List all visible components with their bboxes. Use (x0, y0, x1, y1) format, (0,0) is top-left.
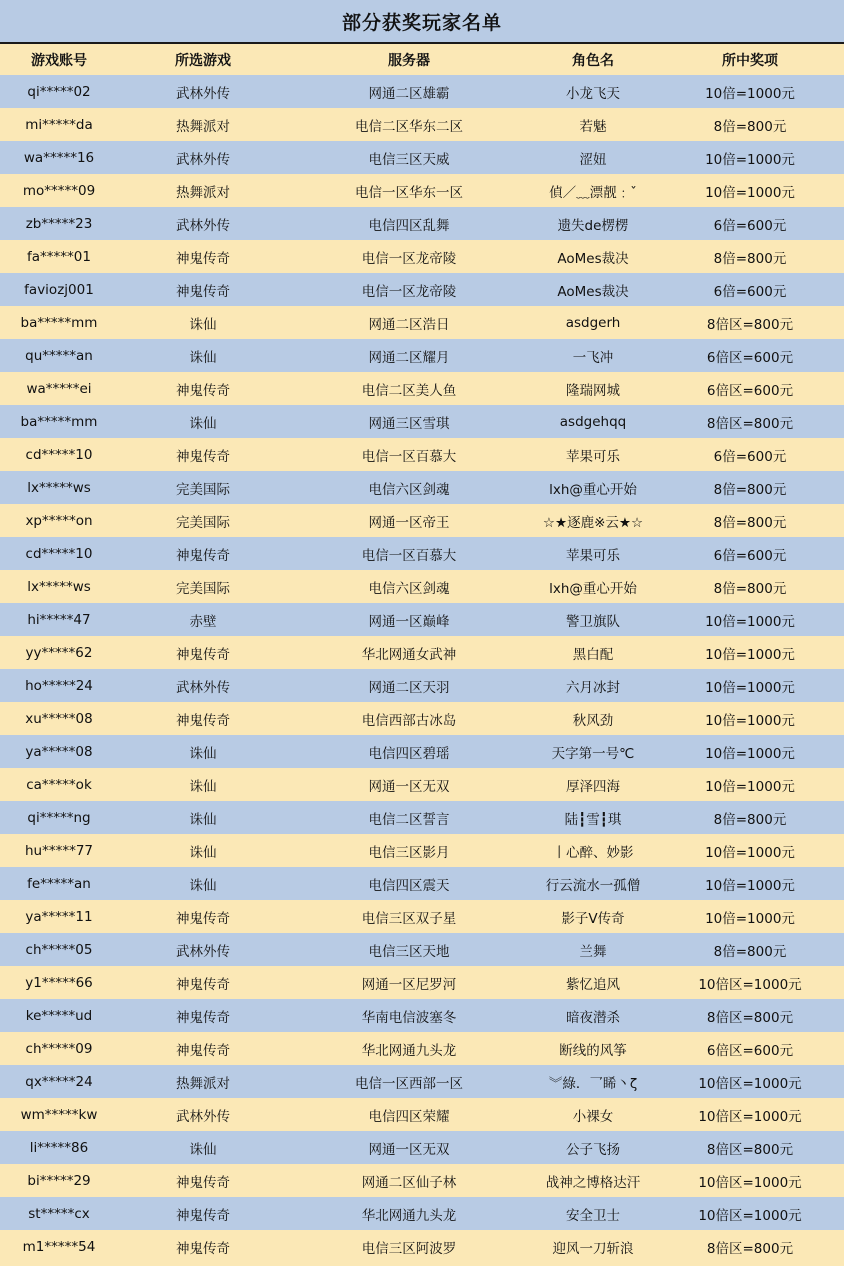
header-server: 服务器 (388, 52, 430, 69)
game-cell: 神鬼传奇 (176, 646, 230, 663)
prize-cell: 8倍区=800元 (706, 1009, 794, 1026)
table-row (0, 306, 844, 339)
server-cell: 华南电信波塞冬 (361, 1009, 457, 1026)
prize-cell: 8倍区=800元 (706, 415, 794, 432)
character-cell: 战神之博格达汗 (545, 1174, 641, 1191)
header-account: 游戏账号 (31, 52, 87, 69)
prize-cell: 10倍区=1000元 (698, 1207, 802, 1224)
game-cell: 神鬼传奇 (176, 250, 230, 267)
prize-cell: 10倍区=1000元 (698, 976, 802, 993)
character-cell: 遗失de楞楞 (557, 217, 629, 234)
table-row (0, 1065, 844, 1098)
prize-cell: 6倍=600元 (713, 547, 787, 564)
account-cell: qx*****24 (25, 1073, 93, 1090)
table-row (0, 702, 844, 735)
account-cell: ba*****mm (20, 314, 98, 331)
character-cell: 苹果可乐 (566, 448, 620, 465)
prize-cell: 10倍=1000元 (705, 778, 795, 795)
game-cell: 武林外传 (176, 217, 230, 234)
account-cell: bi*****29 (27, 1172, 91, 1189)
character-cell: 断线的风筝 (559, 1042, 627, 1059)
character-cell: asdgehqq (559, 413, 627, 430)
server-cell: 网通一区帝王 (368, 514, 450, 531)
account-cell: cd*****10 (25, 545, 93, 562)
table-row (0, 900, 844, 933)
server-cell: 电信三区双子星 (361, 910, 457, 927)
server-cell: 电信二区华东二区 (355, 118, 463, 135)
account-cell: qu*****an (25, 347, 93, 364)
account-cell: y1*****66 (25, 974, 93, 991)
character-cell: 隆瑞网城 (566, 382, 620, 399)
table-row (0, 471, 844, 504)
prize-cell: 10倍=1000元 (705, 844, 795, 861)
character-cell: asdgerh (565, 314, 621, 331)
server-cell: 网通二区耀月 (368, 349, 450, 366)
server-cell: 电信二区美人鱼 (361, 382, 457, 399)
character-cell: 兰舞 (579, 943, 607, 960)
character-cell: 一飞冲 (572, 349, 614, 366)
account-cell: qi*****ng (27, 809, 91, 826)
table-row (0, 735, 844, 768)
game-cell: 诛仙 (189, 316, 217, 333)
server-cell: 网通二区浩日 (368, 316, 450, 333)
prize-cell: 6倍=600元 (713, 283, 787, 300)
prize-cell: 10倍=1000元 (705, 151, 795, 168)
server-cell: 电信四区荣耀 (368, 1108, 450, 1125)
prize-cell: 6倍区=600元 (706, 382, 794, 399)
account-cell: zb*****23 (25, 215, 93, 232)
prize-cell: 10倍=1000元 (705, 184, 795, 201)
game-cell: 诛仙 (189, 1141, 217, 1158)
table-row (0, 801, 844, 834)
server-cell: 网通一区无双 (368, 1141, 450, 1158)
character-cell: AoMes裁决 (557, 283, 629, 300)
game-cell: 完美国际 (176, 580, 230, 597)
table-row (0, 966, 844, 999)
character-cell: 苹果可乐 (566, 547, 620, 564)
server-cell: 电信六区剑魂 (368, 580, 450, 597)
table-row (0, 933, 844, 966)
table-row (0, 372, 844, 405)
winners-table-body (0, 75, 844, 1263)
game-cell: 武林外传 (176, 1108, 230, 1125)
table-row (0, 339, 844, 372)
header-character: 角色名 (572, 52, 614, 69)
server-cell: 电信二区誓言 (368, 811, 450, 828)
server-cell: 电信一区西部一区 (355, 1075, 463, 1092)
prize-cell: 6倍=600元 (713, 217, 787, 234)
character-cell: 公子飞扬 (566, 1141, 620, 1158)
table-row (0, 273, 844, 306)
account-cell: ya*****08 (25, 743, 93, 760)
account-cell: yy*****62 (25, 644, 93, 661)
account-cell: lx*****ws (27, 479, 91, 496)
character-cell: 安全卫士 (566, 1207, 620, 1224)
server-cell: 电信三区天地 (368, 943, 450, 960)
game-cell: 神鬼传奇 (176, 382, 230, 399)
account-cell: cd*****10 (25, 446, 93, 463)
character-cell: 小龙飞天 (566, 85, 620, 102)
prize-cell: 10倍=1000元 (705, 613, 795, 630)
account-cell: lx*****ws (27, 578, 91, 595)
server-cell: 电信六区剑魂 (368, 481, 450, 498)
game-cell: 武林外传 (176, 943, 230, 960)
character-cell: 丨心醉、妙影 (552, 844, 634, 861)
game-cell: 诛仙 (189, 811, 217, 828)
game-cell: 神鬼传奇 (176, 1009, 230, 1026)
table-row (0, 636, 844, 669)
account-cell: wm*****kw (20, 1106, 98, 1123)
account-cell: ba*****mm (20, 413, 98, 430)
character-cell: 暗夜潜杀 (566, 1009, 620, 1026)
character-cell: 若魅 (579, 118, 607, 135)
character-cell: 偵／﹏漂靓﹕ˇ (549, 184, 637, 201)
table-row (0, 1230, 844, 1263)
server-cell: 电信四区碧瑶 (368, 745, 450, 762)
prize-cell: 8倍区=800元 (706, 1141, 794, 1158)
prize-cell: 8倍=800元 (713, 943, 787, 960)
server-cell: 电信一区龙帝陵 (361, 250, 457, 267)
server-cell: 网通三区雪琪 (368, 415, 450, 432)
character-cell: 陆┇雪┇琪 (564, 811, 622, 828)
game-cell: 诛仙 (189, 778, 217, 795)
character-cell: 小裸女 (572, 1108, 614, 1125)
prize-cell: 10倍=1000元 (705, 712, 795, 729)
server-cell: 网通一区无双 (368, 778, 450, 795)
character-cell: 警卫旗队 (566, 613, 620, 630)
prize-cell: 8倍=800元 (713, 481, 787, 498)
table-row (0, 240, 844, 273)
prize-cell: 10倍=1000元 (705, 85, 795, 102)
server-cell: 电信三区阿波罗 (361, 1240, 457, 1257)
page-title: 部分获奖玩家名单 (341, 11, 502, 34)
table-row (0, 1098, 844, 1131)
server-cell: 电信三区影月 (368, 844, 450, 861)
server-cell: 电信一区百慕大 (361, 448, 457, 465)
prize-cell: 8倍=800元 (713, 580, 787, 597)
account-cell: st*****cx (28, 1205, 90, 1222)
table-row (0, 999, 844, 1032)
prize-cell: 10倍=1000元 (705, 679, 795, 696)
character-cell: 涩妞 (579, 151, 607, 168)
game-cell: 神鬼传奇 (176, 1042, 230, 1059)
game-cell: 武林外传 (176, 151, 230, 168)
game-cell: 诛仙 (189, 877, 217, 894)
character-cell: 秋风劲 (572, 712, 614, 729)
game-cell: 神鬼传奇 (176, 1240, 230, 1257)
server-cell: 华北网通九头龙 (361, 1207, 457, 1224)
character-cell: 黑白配 (572, 646, 614, 663)
prize-cell: 10倍区=1000元 (698, 1075, 802, 1092)
game-cell: 神鬼传奇 (176, 547, 230, 564)
game-cell: 诛仙 (189, 844, 217, 861)
header-game: 所选游戏 (175, 52, 231, 69)
character-cell: ︾綠．乛睎丶ζ (548, 1075, 638, 1092)
account-cell: qi*****02 (27, 83, 91, 100)
prize-cell: 8倍=800元 (713, 811, 787, 828)
game-cell: 诛仙 (189, 415, 217, 432)
account-cell: mo*****09 (22, 182, 96, 199)
prize-cell: 10倍区=1000元 (698, 1174, 802, 1191)
game-cell: 神鬼传奇 (176, 910, 230, 927)
table-row (0, 1131, 844, 1164)
account-cell: ca*****ok (26, 776, 92, 793)
game-cell: 完美国际 (176, 481, 230, 498)
account-cell: li*****86 (29, 1139, 89, 1156)
account-cell: mi*****da (25, 116, 93, 133)
account-cell: ke*****ud (25, 1007, 93, 1024)
server-cell: 网通二区仙子林 (361, 1174, 457, 1191)
account-cell: hu*****77 (24, 842, 94, 859)
character-cell: 天字第一号℃ (551, 745, 635, 762)
header-row (0, 44, 844, 75)
game-cell: 完美国际 (176, 514, 230, 531)
game-cell: 诛仙 (189, 349, 217, 366)
game-cell: 神鬼传奇 (176, 1207, 230, 1224)
character-cell: 厚泽四海 (566, 778, 620, 795)
server-cell: 电信西部古冰岛 (361, 712, 457, 729)
server-cell: 电信一区华东一区 (355, 184, 463, 201)
prize-cell: 8倍区=800元 (706, 316, 794, 333)
table-row (0, 141, 844, 174)
prize-cell: 10倍=1000元 (705, 745, 795, 762)
character-cell: 影子V传奇 (561, 910, 625, 927)
account-cell: hi*****47 (27, 611, 91, 628)
server-cell: 电信一区龙帝陵 (361, 283, 457, 300)
server-cell: 电信三区天威 (368, 151, 450, 168)
winners-table (0, 44, 844, 1263)
table-row (0, 570, 844, 603)
game-cell: 诛仙 (189, 745, 217, 762)
character-cell: 六月冰封 (566, 679, 620, 696)
character-cell: 行云流水一孤僧 (545, 877, 641, 894)
account-cell: xu*****08 (25, 710, 93, 727)
character-cell: ☆★逐鹿※云★☆ (542, 514, 644, 531)
server-cell: 网通一区尼罗河 (361, 976, 457, 993)
character-cell: lxh@重心开始 (549, 481, 637, 498)
server-cell: 华北网通女武神 (361, 646, 457, 663)
server-cell: 华北网通九头龙 (361, 1042, 457, 1059)
game-cell: 武林外传 (176, 85, 230, 102)
account-cell: fa*****01 (27, 248, 91, 265)
account-cell: wa*****16 (23, 149, 95, 166)
table-row (0, 1197, 844, 1230)
prize-cell: 8倍=800元 (713, 514, 787, 531)
game-cell: 赤壁 (189, 613, 217, 630)
account-cell: faviozj001 (24, 281, 94, 298)
server-cell: 网通一区巅峰 (368, 613, 450, 630)
account-cell: ch*****09 (25, 1040, 93, 1057)
table-row (0, 174, 844, 207)
account-cell: fe*****an (27, 875, 91, 892)
account-cell: ch*****05 (25, 941, 93, 958)
table-row (0, 207, 844, 240)
table-row (0, 537, 844, 570)
prize-cell: 10倍=1000元 (705, 646, 795, 663)
table-row (0, 108, 844, 141)
server-cell: 网通二区雄霸 (368, 85, 450, 102)
prize-cell: 6倍=600元 (713, 448, 787, 465)
character-cell: 迎风一刀斩浪 (552, 1240, 634, 1257)
prize-cell: 6倍区=600元 (706, 1042, 794, 1059)
header-prize: 所中奖项 (722, 52, 778, 69)
title-bar (0, 0, 844, 44)
game-cell: 神鬼传奇 (176, 448, 230, 465)
prize-cell: 8倍=800元 (713, 250, 787, 267)
game-cell: 武林外传 (176, 679, 230, 696)
table-row (0, 75, 844, 108)
account-cell: xp*****on (25, 512, 93, 529)
account-cell: ya*****11 (25, 908, 93, 925)
prize-cell: 10倍=1000元 (705, 910, 795, 927)
prize-cell: 8倍=800元 (713, 118, 787, 135)
character-cell: AoMes裁决 (557, 250, 629, 267)
table-row (0, 438, 844, 471)
server-cell: 电信一区百慕大 (361, 547, 457, 564)
game-cell: 热舞派对 (176, 1075, 230, 1092)
table-row (0, 504, 844, 537)
table-row (0, 867, 844, 900)
table-row (0, 768, 844, 801)
table-row (0, 405, 844, 438)
account-cell: ho*****24 (25, 677, 93, 694)
server-cell: 网通二区天羽 (368, 679, 450, 696)
table-row (0, 834, 844, 867)
game-cell: 神鬼传奇 (176, 712, 230, 729)
account-cell: m1*****54 (22, 1238, 96, 1255)
server-cell: 电信四区震天 (368, 877, 450, 894)
game-cell: 神鬼传奇 (176, 283, 230, 300)
prize-cell: 6倍区=600元 (706, 349, 794, 366)
table-row (0, 1164, 844, 1197)
game-cell: 热舞派对 (176, 184, 230, 201)
server-cell: 电信四区乱舞 (368, 217, 450, 234)
table-row (0, 1032, 844, 1065)
table-row (0, 603, 844, 636)
prize-cell: 10倍=1000元 (705, 877, 795, 894)
table-row (0, 669, 844, 702)
game-cell: 神鬼传奇 (176, 976, 230, 993)
character-cell: lxh@重心开始 (549, 580, 637, 597)
game-cell: 热舞派对 (176, 118, 230, 135)
prize-cell: 10倍区=1000元 (698, 1108, 802, 1125)
game-cell: 神鬼传奇 (176, 1174, 230, 1191)
prize-cell: 8倍区=800元 (706, 1240, 794, 1257)
account-cell: wa*****ei (26, 380, 92, 397)
character-cell: 紫忆追风 (566, 976, 620, 993)
